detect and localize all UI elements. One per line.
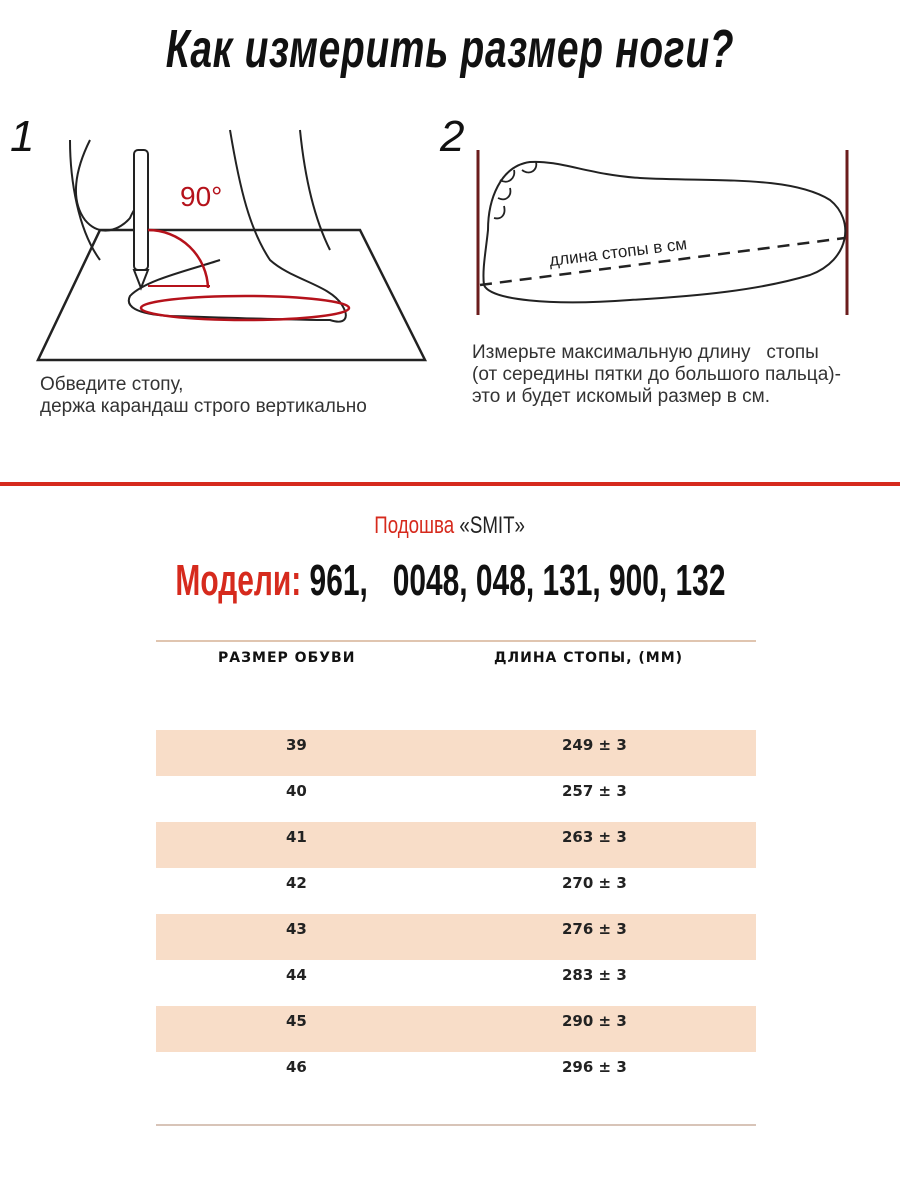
models-list: 961, 0048, 048, 131, 900, 132 (309, 556, 726, 605)
cell-shoe-size: 45 (286, 1012, 307, 1030)
table-row (156, 1052, 756, 1098)
table-row (156, 822, 756, 868)
table-row (156, 1006, 756, 1052)
step-1-number: 1 (10, 112, 35, 161)
cell-foot-length: 249 ± 3 (562, 736, 627, 754)
caption-line: Обведите стопу, (40, 374, 184, 395)
table-row (156, 776, 756, 822)
section-divider (0, 482, 900, 486)
models-label: Модели: (174, 556, 301, 605)
step-2-number: 2 (440, 112, 465, 161)
table-bottom-border (156, 1124, 756, 1126)
angle-label: 90° (180, 181, 223, 212)
caption-line: Измерьте максимальную длину стопы (472, 342, 819, 363)
foot-trace-outline (141, 296, 349, 320)
cell-shoe-size: 43 (286, 920, 307, 938)
cell-foot-length: 270 ± 3 (562, 874, 627, 892)
cell-shoe-size: 44 (286, 966, 307, 984)
pencil-icon (134, 150, 148, 288)
page-title: Как измерить размер ноги? (165, 19, 735, 79)
sole-heading (0, 512, 900, 540)
footprint-outline (483, 162, 845, 302)
table-header (156, 642, 756, 730)
cell-foot-length: 257 ± 3 (562, 782, 627, 800)
caption-line: это и будет искомый размер в см. (472, 386, 770, 407)
header-shoe-size: РАЗМЕР ОБУВИ (218, 650, 356, 666)
length-label: длина стопы в см (548, 234, 689, 270)
table-row (156, 914, 756, 960)
cell-foot-length: 263 ± 3 (562, 828, 627, 846)
sole-name: «SMIT» (459, 512, 526, 539)
cell-foot-length: 290 ± 3 (562, 1012, 627, 1030)
caption-line: держа карандаш строго вертикально (40, 396, 367, 417)
cell-foot-length: 276 ± 3 (562, 920, 627, 938)
cell-shoe-size: 39 (286, 736, 307, 754)
header-foot-length: ДЛИНА СТОПЫ, (ММ) (494, 650, 684, 666)
foot-outline (129, 130, 346, 322)
table-row (156, 960, 756, 1006)
step-2-caption (472, 342, 892, 408)
table-row (156, 730, 756, 776)
step-1-caption (40, 374, 440, 418)
sole-label: Подошва (374, 512, 455, 539)
cell-shoe-size: 46 (286, 1058, 307, 1076)
cell-shoe-size: 40 (286, 782, 307, 800)
cell-foot-length: 283 ± 3 (562, 966, 627, 984)
foot-length-illustration (460, 140, 870, 330)
models-heading (0, 556, 900, 606)
caption-line: (от середины пятки до большого пальца)- (472, 364, 841, 385)
table-row (156, 868, 756, 914)
cell-foot-length: 296 ± 3 (562, 1058, 627, 1076)
foot-tracing-illustration (30, 120, 440, 370)
size-table (156, 640, 756, 1126)
cell-shoe-size: 42 (286, 874, 307, 892)
cell-shoe-size: 41 (286, 828, 307, 846)
